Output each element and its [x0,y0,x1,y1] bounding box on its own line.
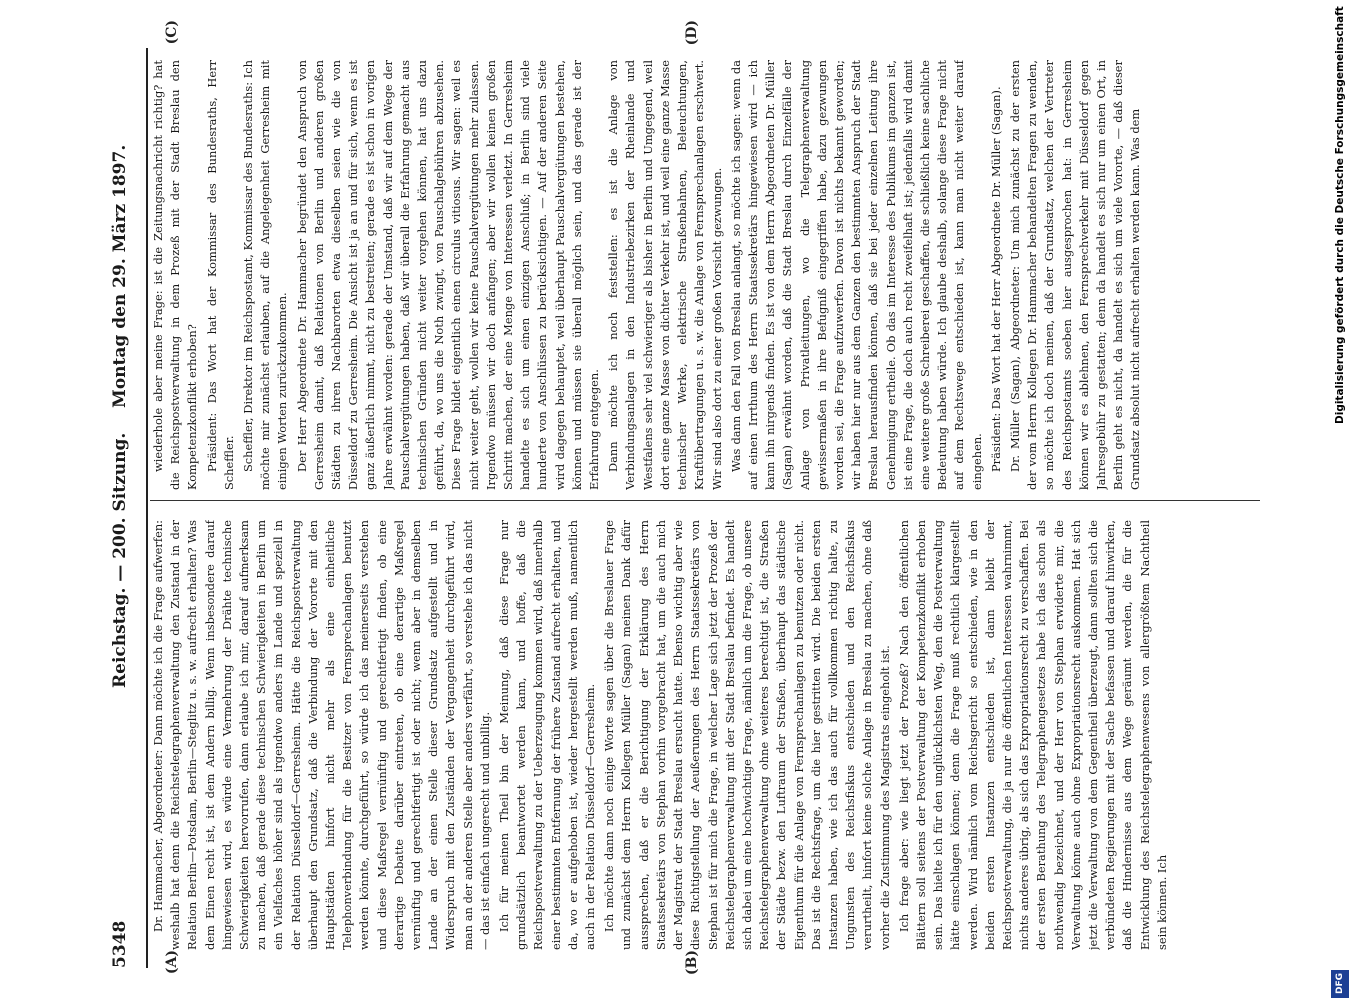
left-column [150,520,1260,950]
rotated-page [80,0,1320,1000]
page-number: 5348 [110,920,130,968]
session-date: Montag den 29. März 1897. [110,144,130,408]
paragraph: Präsident: Das Wort hat der Herr Abgeordnete Dr. Müller (Sagan). [988,86,1003,472]
margin-marker-d: (D) [684,20,700,46]
paragraph: Dann möchte ich noch feststellen: es ist die Anlage von Verbindungsanlagen in den Industriebezirken der Rheinlande und Westfalens sehr viel schwieriger als bisher in Berlin und Umgegend, weil dort eine ganze Masse von dichter Verkehr ist, und weil eine ganze Masse technischer Werke, elektrische Straßenbahnen, Beleuchtungen, Kraftübertragungen u. s. w. die Anlage von Fernsprechanlagen erschwert. Wir sind also dort zu einer großen Vorsicht gezwungen. [606,60,724,490]
paragraph: wiederhole aber meine Frage: ist die Zeitungsnachricht richtig? hat die Reichspostverwaltung in dem Prozeß mit der Stadt Breslau den Kompetenzkonflikt erhoben? [151,60,200,490]
paragraph: Ich für meinen Theil bin der Meinung, daß diese Frage nur grundsätzlich beantwortet werden kann, und hoffe, daß die Reichspostverwaltung zu der Ueberzeugung kommen wird, daß innerhalb einer bestimmten Entfernung der frühere Zustand aufrecht erhalten, und da, wo er aufgehoben ist, wieder hergestellt werden muß, namentlich auch in der Relation Düsseldorf—Gerresheim. [497,520,598,950]
margin-marker-b: (B) [684,950,700,976]
paragraph: Ich möchte dann noch einige Worte sagen über die Breslauer Frage und zunächst dem Herrn Kollegen Müller (Sagan) meinen Dank dafür aussprechen, daß er die Berichtigung der Erklärung des Herrn Staatssekretärs von Stephan vorhin vorgebracht hat, um die auch mich der Magistrat der Stadt Breslau ersucht hatte. Ebenso wichtig aber wie diese Richtigstellung der Aeußerungen des Herrn Staatssekretärs von Stephan ist für mich die Frage, in welcher Lage sich jetzt der Prozeß der Reichstelegraphenverwaltung mit der Stadt Breslau befindet. Es handelt sich dabei um eine hochwichtige Frage, nämlich um die Frage, ob unsere Reichstelegraphenverwaltung ohne weiteres berechtigt ist, die Straßen der Städte bezw. den Luftraum der Straßen, überhaupt das städtische Eigenthum für die Anlage von Fernsprechanlagen zu benutzen oder nicht. Das ist die Rechtsfrage, um die hier gestritten wird. Die beiden ersten Instanzen haben, wie ich das auch für vollkommen richtig halte, zu Ungunsten des Reichsfiskus entschieden und den Reichsfiskus verurtheilt, hinfort keine solche Anlage in Breslau zu machen, ohne daß vorher die Zustimmung des Magistrats eingeholt ist. [602,520,892,950]
paragraph: Was dann den Fall von Breslau anlangt, so möchte ich sagen: wenn da auf einen Irrthum des Herrn Staatssekretärs hingewiesen wird — ich kann ihn nirgends finden. Es ist von dem Herrn Abgeordneten Dr. Müller (Sagan) erwähnt worden, daß die Stadt Breslau durch Einzelfälle der Anlage von Privatleitungen, wo die Telegraphenverwaltung gewissermaßen in ihre Befugniß eingegriffen habe, dazu gezwungen worden sei, die Frage aufzuwerfen. Davon ist nichts bekannt geworden; wir haben hier nur aus dem Ganzen den bestimmten Anspruch der Stadt Breslau herausfinden können, daß sie bei jeder einzelnen Leitung ihre Genehmigung ertheile. Ob das im Interesse des Publikums im ganzen ist, ist eine Frage, die doch auch recht zweifelhaft ist; jedenfalls wird damit eine weitere große Schreiberei geschaffen, die schließlich keine sachliche Bedeutung haben würde. Ich glaube deshalb, solange diese Frage nicht auf dem Rechtswege entschieden ist, kann man nicht weiter darauf eingehen. [728,60,984,490]
header-rule [146,48,148,968]
margin-marker-a: (A) [164,950,180,975]
margin-marker-c: (C) [164,20,180,45]
dfg-logo-text: DFG [1335,973,1345,995]
paragraph: Dr. Hammacher, Abgeordneter: Dann möchte ich die Frage aufwerfen: weshalb hat denn die Reichstelegraphenverwaltung den Zustand in der Relation Berlin—Potsdam, Berlin—Steglitz u. s. w. aufrecht erhalten? Was dem Einen recht ist, ist dem Andern billig. Wenn insbesondere darauf hingewiesen wird, es würde eine Vermehrung der Drähte technische Schwierigkeiten hervorrufen, dann erlaube ich mir, darauf aufmerksam zu machen, daß gerade diese technischen Schwierigkeiten in Berlin um ein Vielfaches höher sind als irgendwo anders im Lande und speziell in der Relation Düsseldorf—Gerresheim. Hätte die Reichspostverwaltung überhaupt den Grundsatz, daß die Verbindung der Vororte mit den Hauptstädten hinfort nicht mehr als eine einheitliche Telephonverbindung für die Besitzer von Fernsprechanlagen benutzt werden könnte, durchgeführt, so würde ich das meinerseits verstehen und diese Maßregel vernünftig und gerechtfertigt finden, ob eine derartige Debatte darüber eintreten, ob eine derartige Maßregel vernünftig und gerechtfertigt ist oder nicht; wenn aber in demselben Lande an der einen Stelle dieser Grundsatz aufgestellt und in Widerspruch mit den Zuständen der Vergangenheit durchgeführt wird, man an der anderen Stelle aber anders verfährt, so verstehe ich das nicht — das ist einfach ungerecht und unbillig. [151,520,492,950]
credit-text: Digitalisierung gefördert durch die Deutsche Forschungsgemeinschaft [1334,6,1346,424]
paragraph: Der Herr Abgeordnete Dr. Hammacher begründet den Anspruch von Gerresheim damit, daß Relationen von Berlin und anderen großen Städten zu ihren Nachbarorten etwa dieselben seien wie die von Düsseldorf zu Gerresheim. Die Ansicht ist ja an und für sich, wenn es ist ganz äußerlich nimmt, nicht zu bestreiten; gerade es ist schon in vorigen Jahre erwähnt worden: gerade der Umstand, daß wir auf dem Wege der Pauschalvergütungen haben, daß wir überall die Erfahrung gemacht aus technischen Gründen nicht weiter vorgehen können, hat uns dazu geführt, da, wo uns die Noth zwingt, von Pauschalgebühren abzusehen. Diese Frage bildet eigentlich einen circulus vitiosus. Wir sagen: weil es nicht weiter geht, wollen wir keine Pauschalvergütungen mehr zulassen. Irgendwo müssen wir doch anfangen; aber wir wollen keinen großen Schritt machen, der eine Menge von Interessen verletzt. In Gerresheim handelte es sich um einen einzigen Anschluß; in Berlin sind viele hunderte von Anschlüssen zu berücksichtigen. — Auf der anderen Seite wird dagegen behauptet, weil überhaupt Pauschalvergütungen bestehen, können und müssen sie überall möglich sein, und das gerade ist der Erfahrung entgegen. [294,60,602,490]
right-column [150,60,1260,490]
page-header [100,48,140,968]
paragraph: Dr. Müller (Sagan), Abgeordneter: Um mich zunächst zu der ersten der vom Herrn Kollegen Dr. Hammacher behandelten Fragen zu wenden, so möchte ich doch meinen, daß der Grundsatz, welchen der Vertreter des Reichspostamts soeben hier ausgesprochen hat: in Gerresheim können wir es ablehnen, den Fernsprechverkehr mit Düsseldorf gegen Jahresgebühr zu gestatten; denn da handelt es sich nur um einen Ort, in Berlin geht es nicht, da handelt es sich um viele Vororte, — daß dieser Grundsatz absolut nicht aufrecht erhalten werden kann. Was dem [1007,60,1143,490]
funding-credit [1329,6,1351,996]
paragraph: Scheffler, Direktor im Reichspostamt, Kommissar des Bundesraths: Ich möchte mir zunächst erlauben, auf die Angelegenheit Gerresheim mit einigen Worten zurückzukommen. [241,60,290,490]
paragraph: Präsident: Das Wort hat der Kommissar des Bundesraths, Herr Scheffler. [204,60,236,490]
paragraph: Ich frage aber: wie liegt jetzt der Prozeß? Nach den öffentlichen Blättern soll seitens der Postverwaltung der Kompetenzkonflikt erhoben sein. Das hielte ich für den unglücklichsten Weg, den die Postverwaltung hätte einschlagen können; denn die Frage muß rechtlich klargestellt werden. Wird nämlich vom Reichsgericht so entschieden, wie in den beiden ersten Instanzen entschieden ist, dann bleibt der Reichspostverwaltung, die ja nur die öffentlichen Interessen wahrnimmt, nichts anderes übrig, als sich das Expropriationsrecht zu verschaffen. Bei der ersten Berathung des Telegraphengesetzes habe ich das schon als nothwendig bezeichnet, und der Herr von Stephan erwiderte mir, die Verwaltung könne auch ohne Expropriationsrecht auskommen. Hat sich jetzt die Verwaltung von dem Gegentheil überzeugt, dann sollten sich die verbündeten Regierungen mit der Sache befassen und darauf hinwirken, daß die Hindernisse aus dem Wege geräumt werden, die für die Entwicklung des Reichstelegraphenwesens von allergrößtem Nachtheil sein können. Ich [896,520,1169,950]
dfg-logo [1331,970,1349,998]
session-title: Reichstag. — 200. Sitzung. [110,432,130,688]
column-divider [150,500,1260,501]
